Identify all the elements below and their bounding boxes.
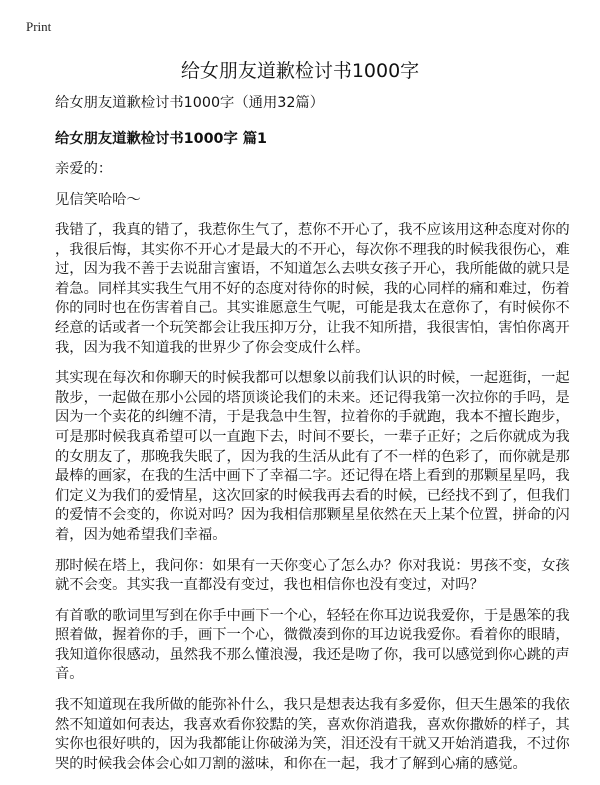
- paragraph-line: 的女朋友了，那晚我失眠了，因为我的生活从此有了不一样的色彩了，而你就是那: [55, 448, 570, 465]
- paragraph-line: 散步，一起做在那小公园的塔顶谈论我们的未来。还记得我第一次拉你的手吗，是: [55, 389, 570, 406]
- paragraph-line: 照着做，握着你的手，画下一个心，微微凑到你的耳边说我爱你。看着你的眼睛，: [55, 627, 570, 644]
- paragraph-line: 经意的话或者一个玩笑都会让我压抑万分，让我不知所措，我很害怕，害怕你离开: [55, 319, 570, 336]
- paragraph-line: 着急。同样其实我生气用不好的态度对待你的时候，我的心同样的痛和难过，伤着: [55, 280, 570, 297]
- paragraph: [55, 221, 570, 358]
- paragraph-line: 其实现在每次和你聊天的时候我都可以想象以前我们认识的时候，一起逛街，一起: [55, 370, 570, 387]
- paragraph-line: 我不知道现在我所做的能弥补什么，我只是想表达我有多爱你，但天生愚笨的我依: [55, 697, 570, 714]
- print-link[interactable]: Print: [26, 19, 52, 34]
- paragraph-line: 哭的时候我会体会心如刀割的滋味，和你在一起，我才了解到心痛的感觉。: [55, 755, 527, 772]
- paragraph: [55, 696, 570, 774]
- paragraph-line: 有首歌的歌词里写到在你手中画下一个心，轻轻在你耳边说我爱你，于是愚笨的我: [55, 607, 570, 624]
- paragraph-line: 着，因为她希望我们幸福。: [55, 526, 227, 543]
- paragraph-line: 我错了，我真的错了，我惹你生气了，惹你不开心了，我不应该用这种态度对你的: [55, 222, 570, 238]
- paragraphs: [55, 221, 570, 774]
- paragraph-line: 因为一个卖花的纠缠不清，于是我急中生智，拉着你的手就跑，我本不擅长跑步，: [55, 409, 570, 426]
- paragraph-line: 的爱情不会变的，你说对吗？因为我相信那颗星星依然在天上某个位置，拼命的闪: [55, 507, 570, 524]
- paragraph-line: 实你也很好哄的，因为我都能让你破涕为笑，泪还没有干就又开始消遣我，不过你: [55, 736, 570, 753]
- paragraph-line: 音。: [55, 666, 84, 683]
- salutation: 亲爱的：: [55, 161, 113, 177]
- paragraph-line: ，我很后悔，其实你不开心才是最大的不开心，每次你不理我的时候我很伤心，难: [55, 241, 570, 258]
- section-heading: 给女朋友道歉检讨书1000字 篇1: [55, 131, 267, 147]
- paragraph-line: 们定义为我们的爱情星，这次回家的时候我再去看的时候，已经找不到了，但我们: [55, 487, 570, 504]
- paragraph-line: 你的同时也在伤害着自己。其实谁愿意生气呢，可能是我太在意你了，有时候你不: [55, 300, 570, 317]
- paragraph-line: 然不知道如何表达，我喜欢看你狡黠的笑，喜欢你消遣我，喜欢你撒娇的样子，其: [55, 716, 570, 733]
- paragraph-line: 过，因为我不善于去说甜言蜜语，不知道怎么去哄女孩子开心，我所能做的就只是: [55, 261, 570, 278]
- paragraph-line: 那时候在塔上，我问你：如果有一天你变心了怎么办？你对我说：男孩不变，女孩: [55, 557, 570, 574]
- paragraph-line: 我知道你很感动，虽然我不那么懂浪漫，我还是吻了你，我可以感觉到你心跳的声: [55, 646, 570, 663]
- greeting: 见信笑哈哈～: [55, 192, 141, 208]
- paragraph-line: 我，因为我不知道我的世界少了你会变成什么样。: [55, 339, 370, 356]
- paragraph-line: 可是那时候我真希望可以一直跑下去，时间不要长，一辈子正好；之后你就成为我: [55, 428, 570, 445]
- document-body: [55, 93, 570, 785]
- paragraph-line: 最棒的画家，在我的生活中画下了幸福二字。还记得在塔上看到的那颗星星吗，我: [55, 468, 570, 485]
- paragraph: [55, 607, 570, 685]
- paragraph: [55, 557, 570, 596]
- subtitle: 给女朋友道歉检讨书1000字（通用32篇）: [55, 95, 325, 111]
- paragraph: [55, 369, 570, 545]
- paragraph-line: 就不会变。其实我一直都没有变过，我也相信你也没有变过，对吗？: [55, 577, 484, 594]
- page-title: 给女朋友道歉检讨书1000字: [180, 60, 420, 82]
